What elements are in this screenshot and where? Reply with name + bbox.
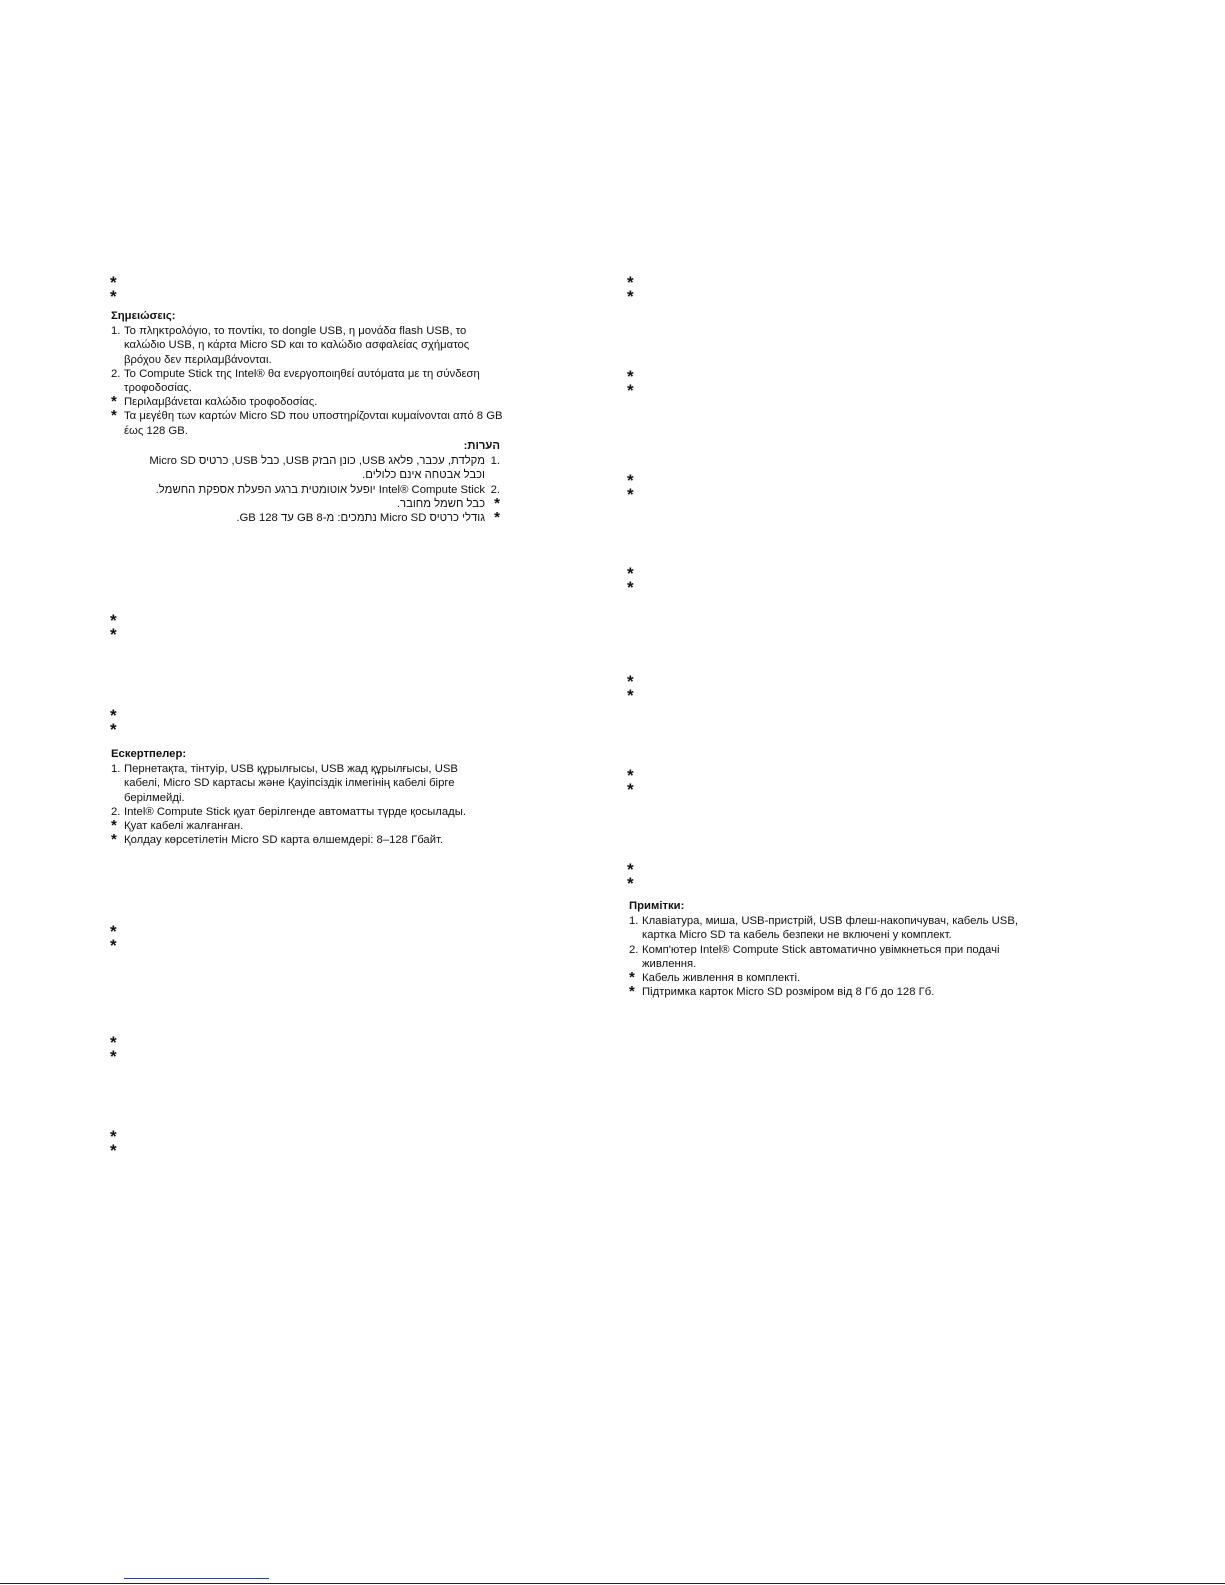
asterisk-pair: * * [627, 860, 634, 893]
note-item: .2 Intel® Compute Stick יופעל אוטומטית ברגע הפעלת אספקת החשמל. [155, 483, 500, 496]
asterisk-pair: * * [110, 922, 117, 955]
note-item: 2. Το Compute Stick της Intel® θα ενεργοποιηθεί αυτόματα με τη σύνδεση τροφοδοσίας. [111, 367, 480, 395]
kazakh-notes [111, 747, 486, 847]
note-item: * כבל חשמל מחובר. [396, 494, 500, 512]
asterisk-pair: * * [110, 706, 117, 739]
page-bottom-border [0, 1583, 1225, 1584]
note-item: * Қолдау көрсетілетін Micro SD карта өлшемдері: 8–128 Гбайт. [111, 831, 444, 849]
asterisk-pair: * * [627, 273, 634, 306]
note-item: * Қуат кабелі жалғанған. [111, 817, 244, 835]
note-item: 1. Клавіатура, миша, USB-пристрій, USB флеш-накопичувач, кабель USB, картка Micro SD та кабель безпеки не включені у комплект. [629, 915, 1018, 942]
note-item: * Περιλαμβάνεται καλώδιο τροφοδοσίας. [111, 393, 318, 411]
asterisk-pair: * * [110, 273, 117, 306]
ukrainian-notes [629, 899, 1034, 999]
link-underline [124, 1578, 269, 1579]
asterisk-pair: * * [110, 1127, 117, 1160]
note-item: 1. Пернетақта, тінтуір, USB құрылғысы, USB жад құрылғысы, USB кабелі, Micro SD картасы және Қауіпсіздік ілмегінің кабелі бірге берілмейді. [111, 763, 458, 804]
asterisk-pair: * * [627, 471, 634, 504]
notes-heading: הערות: [463, 440, 500, 452]
asterisk-pair: * * [627, 367, 634, 400]
notes-heading: Ескертпелер: [111, 748, 187, 760]
note-item: * Підтримка карток Micro SD розміром від 8 Гб до 128 Гб. [629, 983, 935, 1001]
hebrew-notes [138, 439, 500, 525]
notes-heading: Σημειώσεις: [111, 310, 176, 322]
asterisk-pair: * * [627, 564, 634, 597]
asterisk-pair: * * [110, 1033, 117, 1066]
asterisk-pair: * * [627, 766, 634, 799]
greek-notes [111, 309, 506, 438]
note-item: 2. Комп'ютер Intel® Compute Stick автоматично увімкнеться при подачі живлення. [629, 943, 1000, 970]
note-item: 2. Intel® Compute Stick қуат берілгенде автоматты түрде қосылады. [111, 805, 466, 818]
note-item: .1 מקלדת, עכבר, פלאג USB, כונן הבזק USB, כבל USB, כרטיס Micro SD וכבל אבטחה אינם כלולים. [149, 455, 500, 482]
notes-heading: Примітки: [629, 900, 685, 912]
asterisk-pair: * * [627, 672, 634, 705]
note-item: * Кабель живлення в комплекті. [629, 969, 801, 987]
asterisk-pair: * * [110, 611, 117, 644]
note-item: * Τα μεγέθη των καρτών Micro SD που υποστηρίζονται κυμαίνονται από 8 GB έως 128 GB. [111, 407, 503, 437]
note-item: 1. Το πληκτρολόγιο, το ποντίκι, το dongle USB, η μονάδα flash USB, το καλώδιο USB, η κάρτα Micro SD και το καλώδιο ασφαλείας σχήματος βρόχου δεν περιλαμβάνονται. [111, 325, 470, 366]
note-item: * גודלי כרטיס Micro SD נתמכים: מ-8 GB עד 128 GB. [236, 509, 500, 527]
